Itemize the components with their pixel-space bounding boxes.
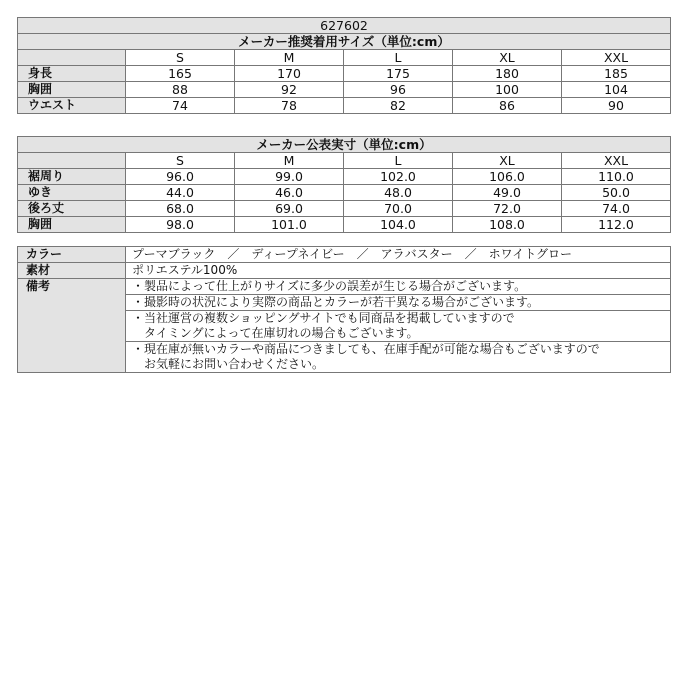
- cell-value: 74: [126, 98, 235, 114]
- cell-value: 102.0: [344, 169, 453, 185]
- actual-size-table: [17, 136, 671, 233]
- cell-value: 106.0: [453, 169, 562, 185]
- cell-value: 46.0: [235, 185, 344, 201]
- cell-value: 49.0: [453, 185, 562, 201]
- size-header: M: [235, 50, 344, 66]
- cell-value: 104: [562, 82, 671, 98]
- cell-value: 70.0: [344, 201, 453, 217]
- size-header: M: [235, 153, 344, 169]
- size-header: S: [126, 50, 235, 66]
- color-value: プーマブラック ／ ディープネイビー ／ アラバスター ／ ホワイトグロー: [126, 247, 671, 263]
- size-header: XL: [453, 153, 562, 169]
- cell-value: 98.0: [126, 217, 235, 233]
- table-row: [18, 82, 671, 98]
- cell-value: 48.0: [344, 185, 453, 201]
- table-row: [18, 201, 671, 217]
- cell-value: 68.0: [126, 201, 235, 217]
- row-label: 後ろ丈: [18, 201, 126, 217]
- cell-value: 96.0: [126, 169, 235, 185]
- recommended-size-table: [17, 17, 671, 114]
- cell-value: 86: [453, 98, 562, 114]
- cell-value: 96: [344, 82, 453, 98]
- table-row: [18, 217, 671, 233]
- cell-value: 110.0: [562, 169, 671, 185]
- size-header: L: [344, 153, 453, 169]
- cell-value: 100: [453, 82, 562, 98]
- cell-value: 50.0: [562, 185, 671, 201]
- cell-value: 74.0: [562, 201, 671, 217]
- row-label: 胸囲: [18, 82, 126, 98]
- material-label: 素材: [18, 263, 126, 279]
- cell-value: 72.0: [453, 201, 562, 217]
- table-row: [18, 185, 671, 201]
- cell-value: 99.0: [235, 169, 344, 185]
- notes-row: [18, 279, 671, 295]
- size-header: XL: [453, 50, 562, 66]
- table-row: [18, 66, 671, 82]
- cell-value: 92: [235, 82, 344, 98]
- cell-value: 165: [126, 66, 235, 82]
- product-code: 627602: [18, 18, 671, 34]
- row-label: 胸囲: [18, 217, 126, 233]
- cell-value: 112.0: [562, 217, 671, 233]
- table-row: [18, 98, 671, 114]
- note-item: ・現在庫が無いカラーや商品につきましても、在庫手配が可能な場合もございますので お気軽にお問い合わせください。: [126, 342, 671, 373]
- actual-table-title: メーカー公表実寸（単位:cm）: [18, 137, 671, 153]
- cell-value: 101.0: [235, 217, 344, 233]
- cell-value: 44.0: [126, 185, 235, 201]
- size-header: L: [344, 50, 453, 66]
- note-item: ・撮影時の状況により実際の商品とカラーが若干異なる場合がございます。: [126, 295, 671, 311]
- row-label: ゆき: [18, 185, 126, 201]
- notes-label: 備考: [18, 279, 126, 373]
- table-row: [18, 169, 671, 185]
- row-label: ウエスト: [18, 98, 126, 114]
- product-info-table: [17, 246, 671, 373]
- color-row: [18, 247, 671, 263]
- material-row: [18, 263, 671, 279]
- cell-value: 175: [344, 66, 453, 82]
- cell-value: 180: [453, 66, 562, 82]
- row-label: 裾周り: [18, 169, 126, 185]
- cell-value: 90: [562, 98, 671, 114]
- size-header: XXL: [562, 50, 671, 66]
- material-value: ポリエステル100%: [126, 263, 671, 279]
- cell-value: 108.0: [453, 217, 562, 233]
- corner-cell: [18, 50, 126, 66]
- cell-value: 170: [235, 66, 344, 82]
- recommended-table-title: メーカー推奨着用サイズ（単位:cm）: [18, 34, 671, 50]
- corner-cell: [18, 153, 126, 169]
- size-header: S: [126, 153, 235, 169]
- cell-value: 78: [235, 98, 344, 114]
- cell-value: 82: [344, 98, 453, 114]
- note-item: ・当社運営の複数ショッピングサイトでも同商品を掲載していますので タイミングによって在庫切れの場合もございます。: [126, 311, 671, 342]
- cell-value: 88: [126, 82, 235, 98]
- note-item: ・製品によって仕上がりサイズに多少の誤差が生じる場合がございます。: [126, 279, 671, 295]
- size-header: XXL: [562, 153, 671, 169]
- row-label: 身長: [18, 66, 126, 82]
- cell-value: 69.0: [235, 201, 344, 217]
- cell-value: 104.0: [344, 217, 453, 233]
- cell-value: 185: [562, 66, 671, 82]
- color-label: カラー: [18, 247, 126, 263]
